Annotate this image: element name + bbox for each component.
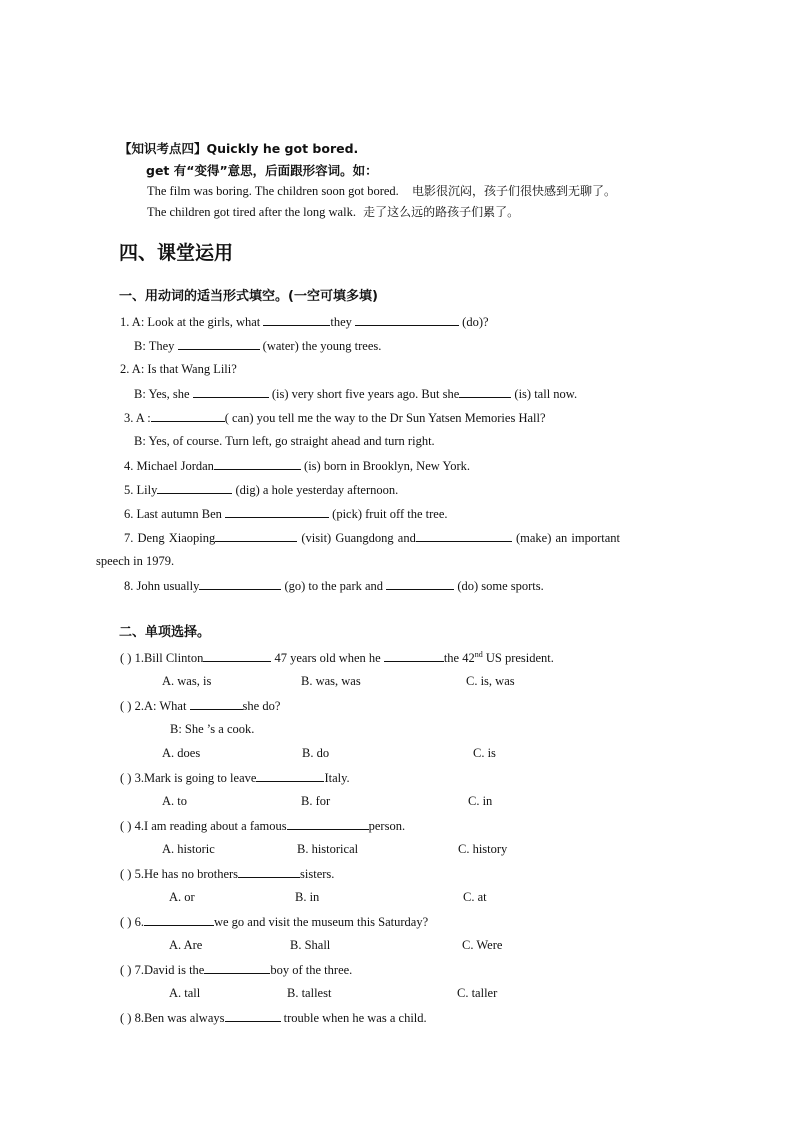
blank[interactable] [225, 505, 329, 518]
q5-end: sisters. [300, 867, 335, 881]
answer-paren[interactable]: ( ) [120, 1011, 132, 1025]
q1-option-a[interactable]: A. was, is [162, 674, 212, 688]
q1-mid: 47 years old when he [274, 651, 381, 665]
q1b-text: B: They [134, 339, 175, 353]
q8-text: 8.Ben was always [134, 1011, 225, 1025]
blank[interactable] [256, 769, 324, 782]
part1-title: 一、用动词的适当形式填空。(一空可填多填) [119, 289, 378, 304]
q3-option-a[interactable]: A. to [162, 794, 187, 808]
q1-text: 1.Bill Clinton [134, 651, 204, 665]
q6-option-a[interactable]: A. Are [169, 938, 203, 952]
q3-text: 3.Mark is going to leave [134, 771, 257, 785]
q7-end: boy of the three. [270, 963, 353, 977]
part2-q4 [120, 817, 405, 834]
q1a-mid: they [330, 315, 352, 329]
part1-q5 [124, 481, 398, 498]
q2-end: she do? [242, 699, 281, 713]
blank[interactable] [178, 337, 260, 350]
q4-text: 4.I am reading about a famous [134, 819, 287, 833]
q2-option-b[interactable]: B. do [302, 746, 330, 760]
q3-option-b[interactable]: B. for [301, 794, 331, 808]
q7-text: 7. Deng Xiaoping [124, 531, 216, 545]
q2b-end: (is) tall now. [514, 387, 578, 401]
answer-paren[interactable]: ( ) [120, 699, 132, 713]
q1-sup: nd [474, 649, 483, 659]
answer-paren[interactable]: ( ) [120, 867, 132, 881]
q1-option-c[interactable]: C. is, was [466, 674, 515, 688]
q4-option-a[interactable]: A. historic [162, 842, 215, 856]
blank[interactable] [151, 409, 225, 422]
blank[interactable] [416, 529, 512, 542]
q2-option-a[interactable]: A. does [162, 746, 201, 760]
q2b-mid: (is) very short five years ago. But she [271, 387, 460, 401]
answer-paren[interactable]: ( ) [120, 651, 132, 665]
blank[interactable] [203, 649, 271, 662]
q1a-text: 1. A: Look at the girls, what [120, 315, 261, 329]
q2-text: 2.A: What [134, 699, 187, 713]
part2-q3 [120, 769, 350, 786]
part2-q2 [120, 697, 280, 714]
blank[interactable] [193, 385, 269, 398]
q7-end: (make) an important [515, 531, 621, 545]
part1-q3a [124, 409, 546, 426]
q6-end: (pick) fruit off the tree. [332, 507, 448, 521]
part2-q8 [120, 1009, 427, 1026]
blank[interactable] [214, 457, 301, 470]
blank[interactable] [225, 1009, 281, 1022]
part2-q6 [120, 913, 428, 930]
q6-text: 6. [134, 915, 144, 929]
q1-end: US president. [485, 651, 554, 665]
part1-q4 [124, 457, 470, 474]
q8-mid: (go) to the park and [284, 579, 384, 593]
q4-end: (is) born in Brooklyn, New York. [304, 459, 471, 473]
q5-option-a[interactable]: A. or [169, 890, 195, 904]
example-1 [147, 183, 616, 199]
q3-option-c[interactable]: C. in [468, 794, 493, 808]
blank[interactable] [215, 529, 297, 542]
blank[interactable] [263, 313, 330, 326]
blank[interactable] [157, 481, 232, 494]
part2-title: 二、单项选择。 [119, 625, 211, 640]
example-2-en: The children got tired after the long walk. [147, 205, 356, 219]
example-2-zh: 走了这么远的路孩子们累了。 [363, 205, 520, 219]
part2-q1 [120, 649, 554, 666]
blank[interactable] [459, 385, 511, 398]
q7-mid: (visit) Guangdong and [301, 531, 416, 545]
q2b-text: B: Yes, she [134, 387, 190, 401]
q7-option-a[interactable]: A. tall [169, 986, 201, 1000]
q6-text: 6. Last autumn Ben [124, 507, 222, 521]
q1b-end: (water) the young trees. [262, 339, 382, 353]
part1-q7 [124, 529, 620, 546]
blank[interactable] [386, 577, 454, 590]
q3a-text: 3. A : [124, 411, 151, 425]
answer-paren[interactable]: ( ) [120, 963, 132, 977]
q4-end: person. [368, 819, 406, 833]
q7-text: 7.David is the [134, 963, 205, 977]
knowledge-heading: 【知识考点四】Quickly he got bored. [119, 141, 359, 156]
q5-option-b[interactable]: B. in [295, 890, 320, 904]
part1-q7-cont: speech in 1979. [96, 554, 175, 568]
part1-q2a: 2. A: Is that Wang Lili? [120, 362, 237, 376]
answer-paren[interactable]: ( ) [120, 915, 132, 929]
q1-mid2: the 42 [443, 651, 475, 665]
q1a-end: (do)? [462, 315, 489, 329]
q3-end: Italy. [324, 771, 350, 785]
example-2 [147, 204, 519, 220]
q5-option-c[interactable]: C. at [463, 890, 487, 904]
part1-q3b: B: Yes, of course. Turn left, go straight ahead and turn right. [134, 434, 435, 448]
q8-end: trouble when he was a child. [283, 1011, 427, 1025]
q5-text: 5. Lily [124, 483, 158, 497]
part2-q5 [120, 865, 334, 882]
q7-option-c[interactable]: C. taller [457, 986, 498, 1000]
answer-paren[interactable]: ( ) [120, 771, 132, 785]
part1-q6 [124, 505, 448, 522]
part1-q2b [134, 385, 577, 402]
part2-q7 [120, 961, 352, 978]
section-title: 四、课堂运用 [119, 242, 234, 264]
q6-end: we go and visit the museum this Saturday? [213, 915, 429, 929]
q5-text: 5.He has no brothers [134, 867, 239, 881]
q6-option-b[interactable]: B. Shall [290, 938, 331, 952]
q2-answer-line: B: She ’s a cook. [170, 722, 255, 736]
blank[interactable] [144, 913, 214, 926]
blank[interactable] [355, 313, 459, 326]
q2-option-c[interactable]: C. is [473, 746, 496, 760]
part1-q8 [124, 577, 544, 594]
q4-option-c[interactable]: C. history [458, 842, 508, 856]
q8-text: 8. John usually [124, 579, 200, 593]
blank[interactable] [287, 817, 369, 830]
q1-option-b[interactable]: B. was, was [301, 674, 361, 688]
q6-option-c[interactable]: C. Were [462, 938, 503, 952]
example-1-zh: 电影很沉闷，孩子们很快感到无聊了。 [411, 184, 616, 198]
blank[interactable] [190, 697, 243, 710]
q8-end: (do) some sports. [457, 579, 544, 593]
part1-q1b [134, 337, 381, 354]
example-1-en: The film was boring. The children soon got bored. [147, 184, 399, 198]
blank[interactable] [384, 649, 444, 662]
q5-end: (dig) a hole yesterday afternoon. [235, 483, 399, 497]
q3a-end: ( can) you tell me the way to the Dr Sun Yatsen Memories Hall? [224, 411, 546, 425]
q4-text: 4. Michael Jordan [124, 459, 214, 473]
answer-paren[interactable]: ( ) [120, 819, 132, 833]
q4-option-b[interactable]: B. historical [297, 842, 359, 856]
blank[interactable] [238, 865, 300, 878]
blank[interactable] [199, 577, 281, 590]
part1-q1a [120, 313, 489, 330]
knowledge-rule: get 有“变得”意思，后面跟形容词。如： [146, 163, 378, 178]
q7-option-b[interactable]: B. tallest [287, 986, 332, 1000]
blank[interactable] [204, 961, 270, 974]
